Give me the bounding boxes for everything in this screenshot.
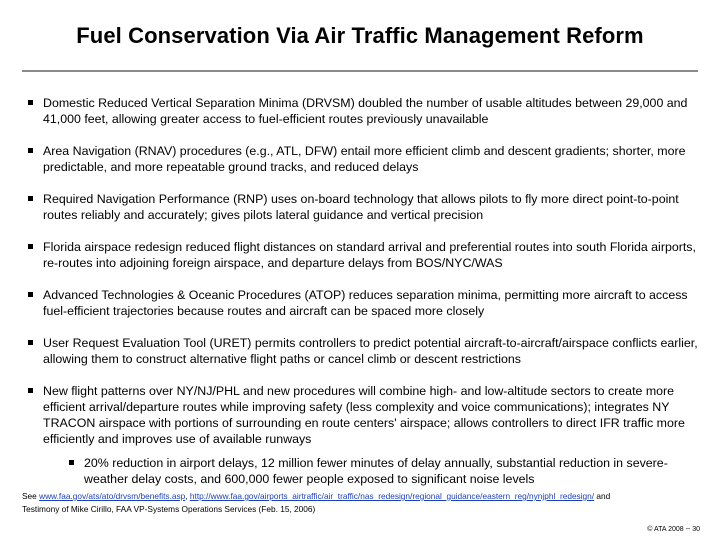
- square-bullet-icon: [28, 100, 33, 105]
- square-bullet-icon: [28, 244, 33, 249]
- square-bullet-icon: [28, 196, 33, 201]
- sub-bullet-item: [22, 455, 702, 487]
- bullet-item: [22, 143, 702, 175]
- bullet-text: Area Navigation (RNAV) procedures (e.g., ATL, DFW) entail more efficient climb and descent gradients; shorter, more predictable, and more repeatable ground tracks, and reduced delays: [43, 144, 686, 174]
- bullet-text: Domestic Reduced Vertical Separation Minima (DRVSM) doubled the number of usable altitudes between 29,000 and 41,000 feet, allowing greater access to fuel-efficient routes previously unavailable: [43, 96, 688, 126]
- bullet-item: [22, 287, 702, 319]
- bullet-text: Advanced Technologies & Oceanic Procedures (ATOP) reduces separation minima, permitting more aircraft to access fuel-efficient trajectories because routes and aircraft can be spaced more closely: [43, 288, 688, 318]
- copyright-footer: © ATA 2008 -- 30: [647, 526, 700, 533]
- source-line-1: [22, 490, 702, 503]
- source-line-2: Testimony of Mike Cirillo, FAA VP-Systems Operations Services (Feb. 15, 2006): [22, 504, 316, 514]
- bullet-item: [22, 239, 702, 271]
- title-divider: [22, 70, 698, 72]
- square-bullet-icon: [28, 292, 33, 297]
- square-bullet-icon: [28, 388, 33, 393]
- bullet-item: [22, 335, 702, 367]
- square-bullet-icon: [28, 340, 33, 345]
- bullet-list: [22, 95, 702, 487]
- square-bullet-icon: [28, 148, 33, 153]
- source-suffix: and: [594, 491, 611, 501]
- source-prefix: See: [22, 491, 40, 501]
- bullet-item: [22, 191, 702, 223]
- sub-bullet-text: 20% reduction in airport delays, 12 million fewer minutes of delay annually, substantial reduction in severe-weather delay costs, and 600,000 fewer people exposed to significant noise levels: [84, 456, 668, 486]
- bullet-item: [22, 95, 702, 127]
- source-separator: ,: [185, 491, 190, 501]
- bullet-text: Required Navigation Performance (RNP) uses on-board technology that allows pilots to fly more direct point-to-point routes reliably and accurately; gives pilots lateral guidance and vertical precision: [43, 192, 679, 222]
- square-bullet-icon: [69, 460, 74, 465]
- source-link-nas-redesign[interactable]: http://www.faa.gov/airports_airtraffic/air_traffic/nas_redesign/regional_guidance/eastern_reg/nynjphl_redesign/: [189, 491, 595, 501]
- bullet-item: [22, 383, 702, 447]
- bullet-text: New flight patterns over NY/NJ/PHL and new procedures will combine high- and low-altitude sectors to create more efficient arrival/departure routes while improving safety (less complexity and voice communications); integrates NY TRACON airspace with portions of surrounding en route centers' airspace; allows controllers to direct IFR traffic more efficiently and improves use of available runways: [43, 384, 685, 446]
- bullet-text: User Request Evaluation Tool (URET) permits controllers to predict potential aircraft-to-aircraft/airspace conflicts earlier, allowing them to construct alternative flight paths or cancel climb or descent restrictions: [43, 336, 698, 366]
- source-note: [22, 490, 702, 516]
- bullet-text: Florida airspace redesign reduced flight distances on standard arrival and preferential routes into south Florida airports, re-routes into adjoining foreign airspace, and departure delays from BOS/NYC/WAS: [43, 240, 696, 270]
- slide-title: Fuel Conservation Via Air Traffic Management Reform: [76, 23, 644, 48]
- source-link-drvsm[interactable]: www.faa.gov/ats/ato/drvsm/benefits.asp: [39, 491, 186, 501]
